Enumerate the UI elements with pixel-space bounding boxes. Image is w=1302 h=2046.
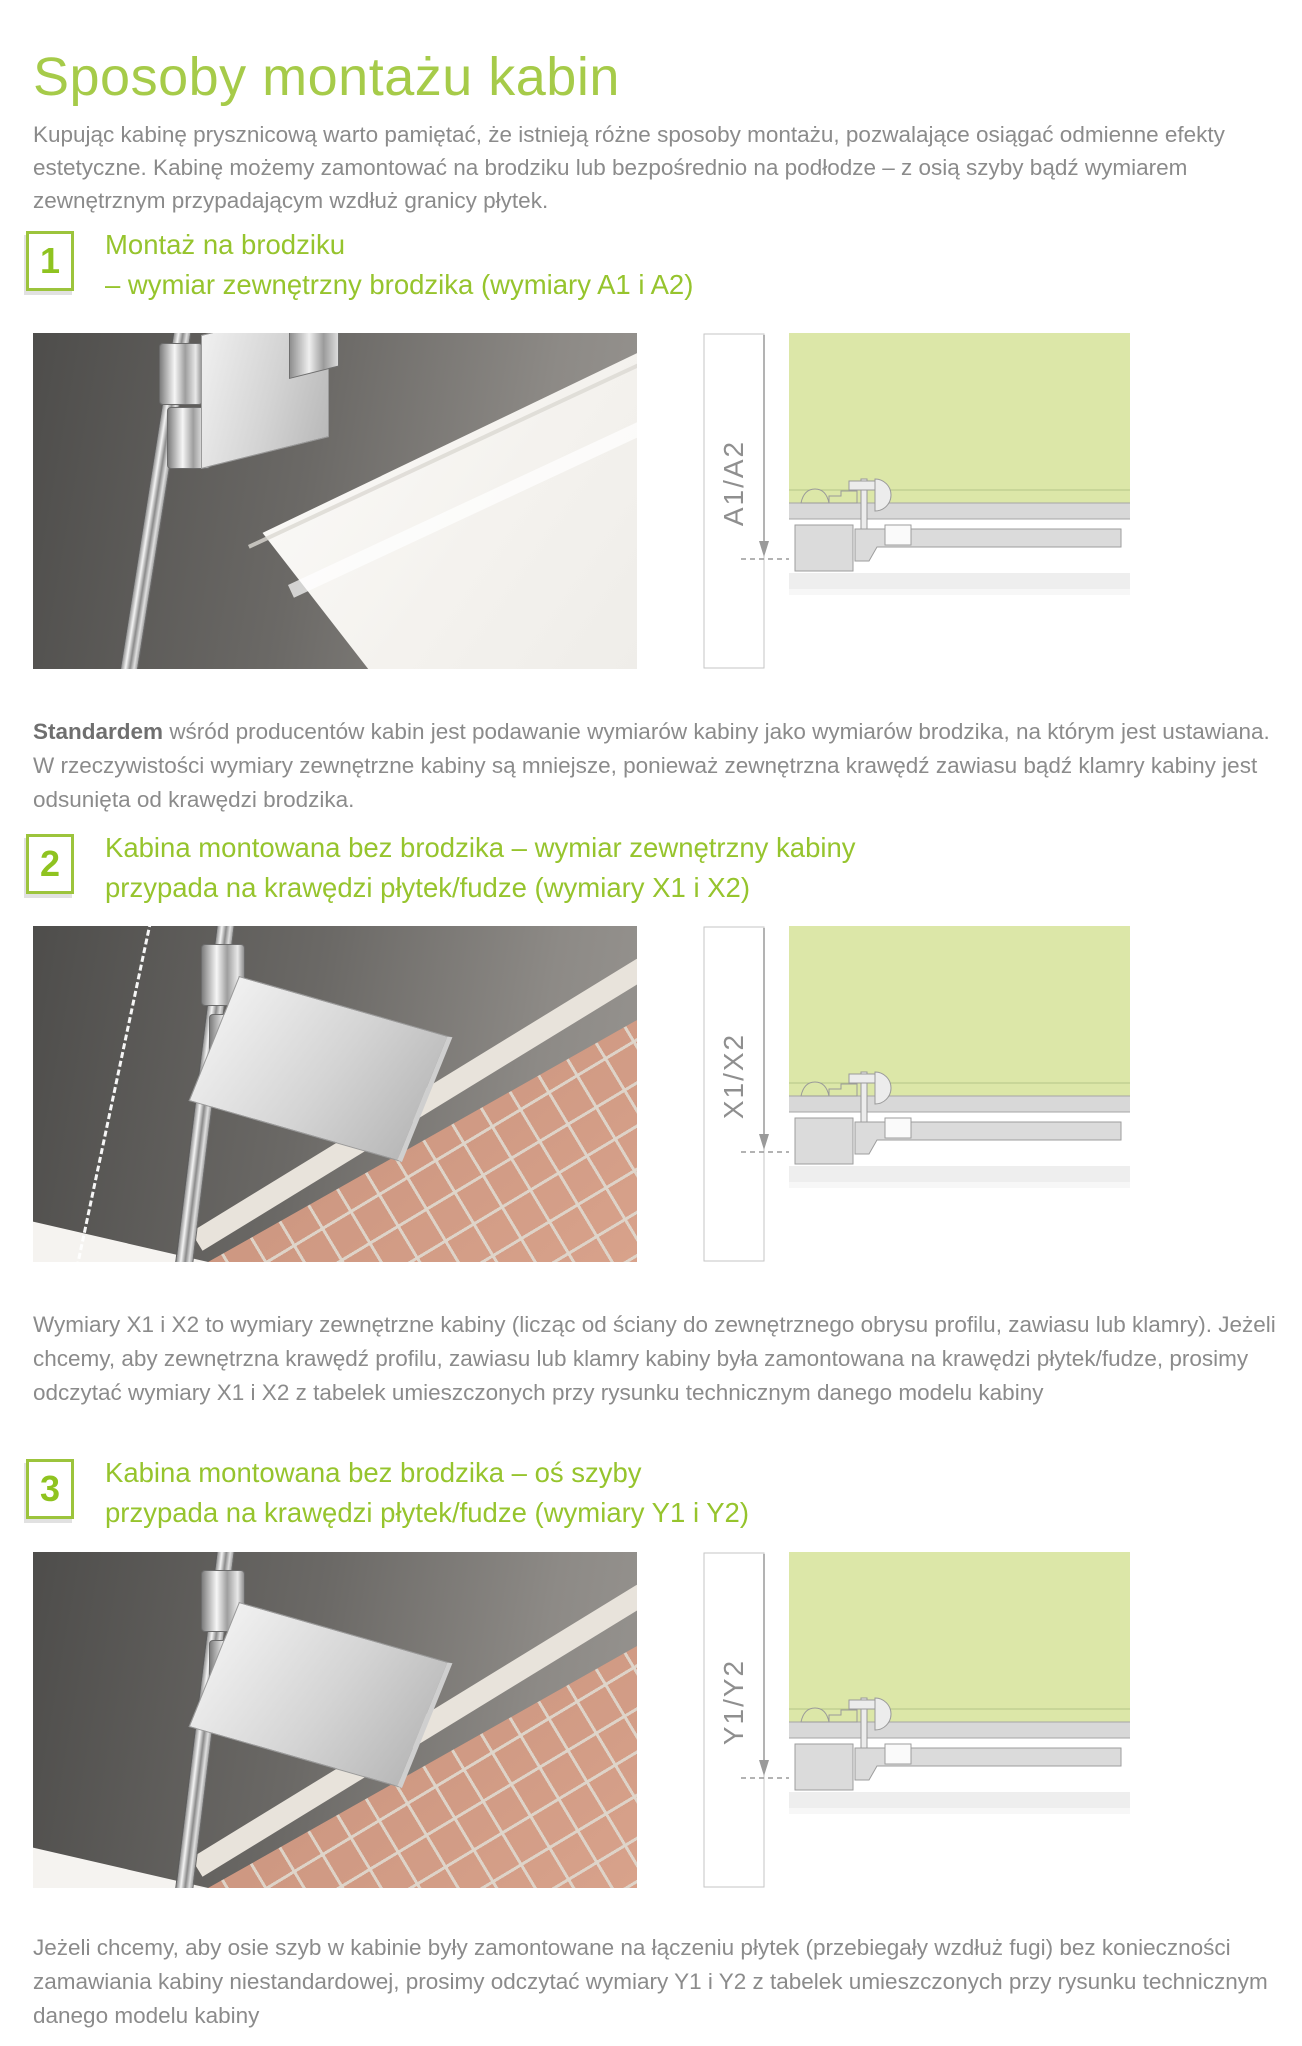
dimension-diagram-svg xyxy=(703,926,1130,1262)
diagram-A1-A2 xyxy=(703,333,1130,669)
note-bold-word: Standardem xyxy=(33,718,164,744)
tray-wall-block xyxy=(795,1744,853,1790)
dashed-edge-line xyxy=(70,926,154,1262)
section-1-note xyxy=(33,715,1276,817)
chrome-bracket xyxy=(289,333,339,379)
glass-panel-area xyxy=(789,1552,1130,1722)
glass-panel-area xyxy=(789,926,1130,1096)
glass-clamp-plate xyxy=(189,976,453,1162)
section-2-note: Wymiary X1 i X2 to wymiary zewnętrzne kabiny (licząc od ściany do zewnętrznego obrysu profilu, zawiasu lub klamry). Jeżeli chcemy, aby zewnętrzna krawędź profilu, zawiasu lub klamry kabiny była zamontowana na krawędzi płytek/fudze, prosimy odczytać wymiary X1 i X2 z tabelek umieszczonych przy rysunku technicznym danego modelu kabiny xyxy=(33,1311,1276,1405)
section-1-number: 1 xyxy=(39,240,61,281)
tray-wall-block xyxy=(795,525,853,571)
section-1-heading-line-1: Montaż na brodziku xyxy=(105,229,345,260)
section-2-heading xyxy=(105,828,856,908)
glass-panel-area xyxy=(789,333,1130,503)
clamp-arm xyxy=(849,1700,877,1709)
tray-notch xyxy=(885,1118,911,1138)
photo-hinge-on-tiles-dashed-axis xyxy=(33,926,637,1262)
section-2-heading-line-1: Kabina montowana bez brodzika – wymiar zewnętrzny kabiny xyxy=(105,832,856,863)
dimension-diagram-svg xyxy=(703,333,1130,669)
section-2-number-badge xyxy=(26,834,74,894)
floor-strip xyxy=(789,1166,1130,1182)
clamp-arm xyxy=(849,1074,877,1083)
intro-paragraph: Kupując kabinę prysznicową warto pamiętać, że istnieją różne sposoby montażu, pozwalające osiągać odmienne efekty estetyczne. Kabinę możemy zamontować na brodziku lub bezpośrednio na podłodze – z osią szyby bądź wymiarem zewnętrznym przypadającym wzdłuż granicy płytek. xyxy=(33,121,1225,213)
section-3-note: Jeżeli chcemy, aby osie szyb w kabinie były zamontowane na łączeniu płytek (przebiegały wzdłuż fugi) bez konieczności zamawiania kabiny niestandardowej, prosimy odczytać wymiary Y1 i Y2 z tabelek umieszczonych przy rysunku technicznym danego modelu kabiny xyxy=(33,1934,1268,2028)
section-3-number: 3 xyxy=(39,1468,61,1509)
diagram-X1-X2 xyxy=(703,926,1130,1262)
floor-strip xyxy=(789,573,1130,589)
photo-hinge-on-shower-tray xyxy=(33,333,637,669)
photo-hinge-on-tiles xyxy=(33,1552,637,1888)
diagram-Y1-Y2 xyxy=(703,1552,1130,1888)
tray-flange-band xyxy=(789,1722,1130,1738)
section-3-heading xyxy=(105,1453,749,1533)
note-text: wśród producentów kabin jest podawanie wymiarów kabiny jako wymiarów brodzika, na którym jest ustawiana. W rzeczywistości wymiary zewnętrzne kabiny są mniejsze, ponieważ zewnętrzna krawędź zawiasu bądź klamry kabiny jest odsunięta od krawędzi brodzika. xyxy=(33,718,1270,812)
section-1-number-badge xyxy=(26,231,74,291)
hinge-knuckle-upper xyxy=(159,343,203,405)
dimension-label: X1/X2 xyxy=(718,1032,749,1120)
section-3-heading-line-2: przypada na krawędzi płytek/fudze (wymiary Y1 i Y2) xyxy=(105,1497,749,1528)
glass-clamp-plate xyxy=(189,1602,453,1788)
section-3-heading-line-1: Kabina montowana bez brodzika – oś szyby xyxy=(105,1457,642,1488)
tray-notch xyxy=(885,1744,911,1764)
shower-tray-surface xyxy=(33,333,637,669)
tray-notch xyxy=(885,525,911,545)
dimension-diagram-svg xyxy=(703,1552,1130,1888)
dimension-label: A1/A2 xyxy=(718,439,749,527)
tray-wall-block xyxy=(795,1118,853,1164)
dimension-label: Y1/Y2 xyxy=(718,1658,749,1746)
page-title: Sposoby montażu kabin xyxy=(33,47,620,108)
section-3-number-badge xyxy=(26,1459,74,1519)
section-2-number: 2 xyxy=(39,843,61,884)
clamp-arm xyxy=(849,481,877,490)
section-2-heading-line-2: przypada na krawędzi płytek/fudze (wymiary X1 i X2) xyxy=(105,872,750,903)
floor-strip xyxy=(789,1792,1130,1808)
tray-flange-band xyxy=(789,1096,1130,1112)
section-1-heading-line-2: – wymiar zewnętrzny brodzika (wymiary A1 i A2) xyxy=(105,269,694,300)
section-1-heading xyxy=(105,225,693,305)
tray-flange-band xyxy=(789,503,1130,519)
